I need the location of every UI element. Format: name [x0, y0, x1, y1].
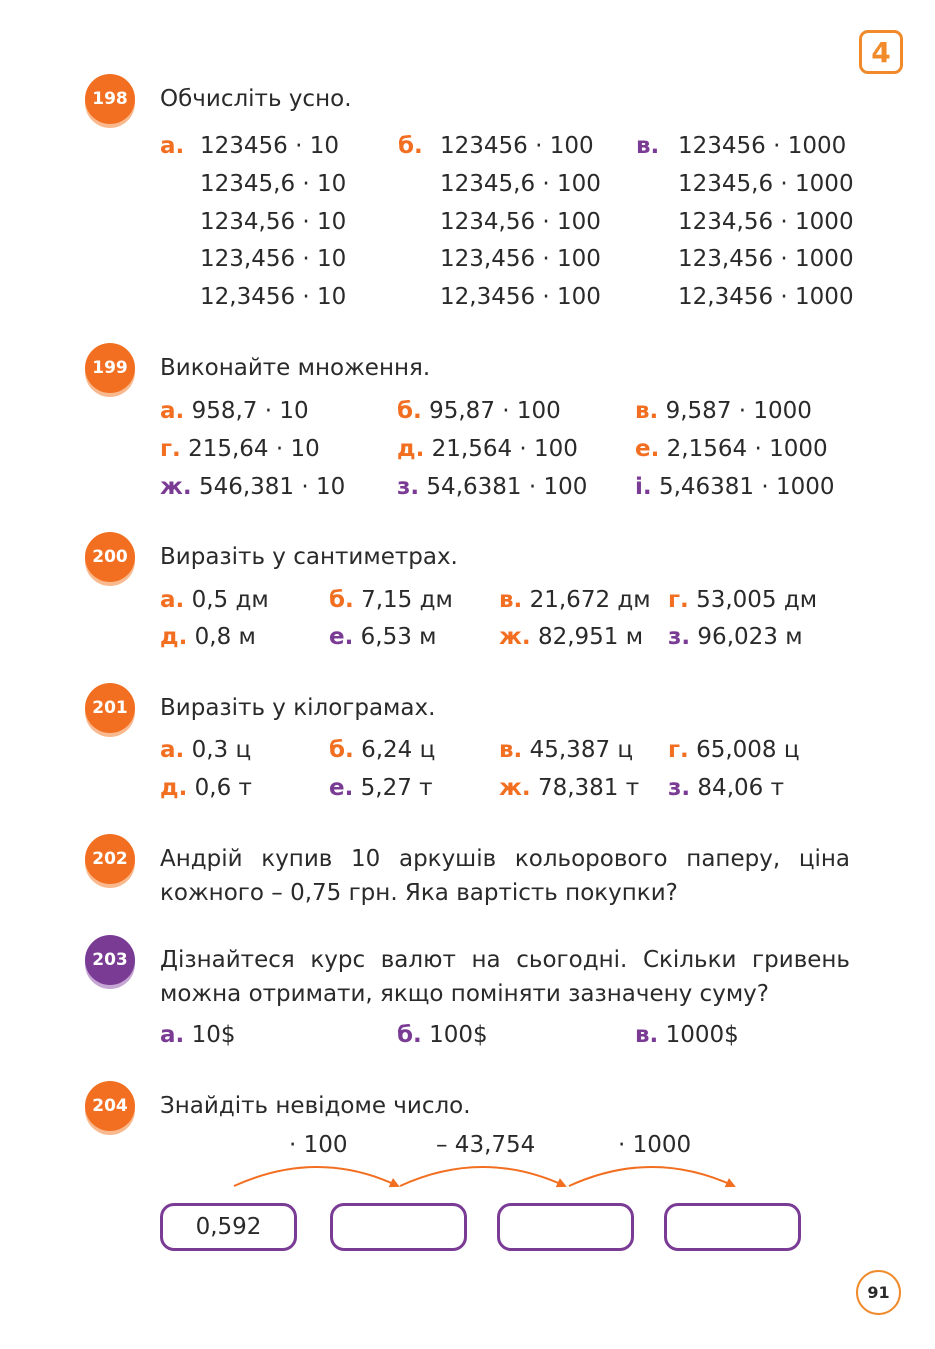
expression: 123,456 · 1000	[678, 246, 854, 273]
exercise-item: е. 6,53 м	[329, 624, 437, 650]
task-number-198: 198	[85, 74, 135, 124]
exercise-item: з. 54,6381 · 100	[397, 474, 588, 500]
operation-label: · 1000	[618, 1132, 692, 1158]
task-title-201: Виразіть у кілограмах.	[160, 695, 436, 721]
expression: 123456 · 10	[200, 133, 339, 159]
exercise-item: в. 1000$	[635, 1022, 739, 1048]
page-number: 91	[856, 1270, 901, 1315]
task-title-199: Виконайте множення.	[160, 355, 431, 381]
expression: 123456 · 100	[440, 133, 594, 159]
chapter-badge: 4	[859, 30, 903, 74]
expression: 123,456 · 100	[440, 246, 601, 273]
expression: 12345,6 · 10	[200, 170, 347, 197]
exercise-item: ж. 82,951 м	[499, 624, 644, 650]
exercise-item: а. 0,3 ц	[160, 737, 252, 763]
exercise-item: б. 100$	[397, 1022, 488, 1048]
exercise-item: а. 958,7 · 10	[160, 398, 309, 424]
exercise-item: а. 10$	[160, 1022, 236, 1048]
exercise-item: в. 21,672 дм	[499, 587, 651, 613]
task-text-203: Дізнайтеся курс валют на сьогодні. Скільки гривень можна отримати, якщо поміняти зазначену суму?	[160, 947, 850, 1007]
expression: 12345,6 · 1000	[678, 170, 854, 197]
exercise-item: д. 21,564 · 100	[397, 436, 578, 462]
exercise-item: з. 96,023 м	[668, 624, 803, 650]
task-title-200: Виразіть у сантиметрах.	[160, 544, 458, 570]
answer-box-start: 0,592	[160, 1203, 297, 1251]
expression: 12,3456 · 10	[200, 284, 347, 311]
col-letter-a: а.	[160, 133, 185, 159]
exercise-item: з. 84,06 т	[668, 775, 784, 801]
exercise-item: б. 6,24 ц	[329, 737, 436, 763]
exercise-item: д. 0,6 т	[160, 775, 252, 801]
col-letter-v: в.	[636, 133, 660, 159]
exercise-item: г. 65,008 ц	[668, 737, 800, 763]
expression: 123456 · 1000	[678, 133, 847, 159]
answer-box[interactable]	[497, 1203, 634, 1251]
task-title-204: Знайдіть невідоме число.	[160, 1093, 471, 1119]
task-number-201: 201	[85, 683, 135, 733]
expression: 1234,56 · 1000	[678, 208, 854, 235]
exercise-item: г. 53,005 дм	[668, 587, 818, 613]
exercise-item: в. 9,587 · 1000	[635, 398, 812, 424]
expression: 12,3456 · 1000	[678, 284, 854, 311]
task-number-203: 203	[85, 935, 135, 985]
exercise-item: ж. 78,381 т	[499, 775, 640, 801]
exercise-item: д. 0,8 м	[160, 624, 256, 650]
exercise-item: і. 5,46381 · 1000	[635, 474, 835, 500]
answer-box[interactable]	[330, 1203, 467, 1251]
task-text-202: Андрій купив 10 аркушів кольорового паперу, ціна кожного – 0,75 грн. Яка вартість покупки?	[160, 846, 850, 906]
task-number-202: 202	[85, 834, 135, 884]
operation-label: – 43,754	[436, 1132, 536, 1158]
answer-box[interactable]	[664, 1203, 801, 1251]
exercise-item: ж. 546,381 · 10	[160, 474, 346, 500]
exercise-item: е. 2,1564 · 1000	[635, 436, 828, 462]
exercise-item: б. 7,15 дм	[329, 587, 453, 613]
exercise-item: е. 5,27 т	[329, 775, 433, 801]
exercise-item: в. 45,387 ц	[499, 737, 634, 763]
task-number-199: 199	[85, 343, 135, 393]
expression: 123,456 · 10	[200, 246, 347, 273]
task-number-204: 204	[85, 1081, 135, 1131]
task-number-200: 200	[85, 532, 135, 582]
exercise-item: г. 215,64 · 10	[160, 436, 320, 462]
arrow	[234, 1167, 398, 1186]
exercise-item: б. 95,87 · 100	[397, 398, 561, 424]
expression: 12,3456 · 100	[440, 284, 601, 311]
arrow	[569, 1167, 734, 1186]
expression: 1234,56 · 10	[200, 208, 347, 235]
col-letter-b: б.	[398, 133, 423, 159]
operation-label: · 100	[289, 1132, 348, 1158]
expression: 1234,56 · 100	[440, 208, 601, 235]
exercise-item: а. 0,5 дм	[160, 587, 269, 613]
task-title-198: Обчисліть усно.	[160, 86, 352, 112]
arrow	[400, 1167, 565, 1186]
expression: 12345,6 · 100	[440, 170, 601, 197]
